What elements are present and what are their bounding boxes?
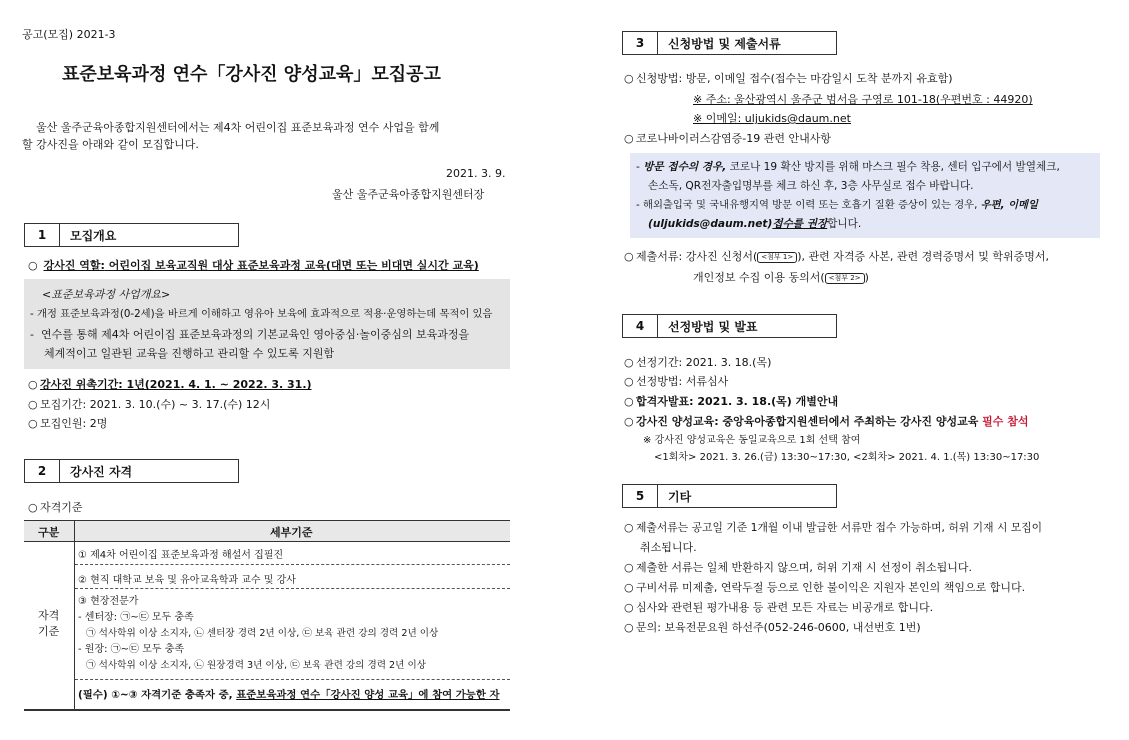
method-line: ○ 신청방법: 방문, 이메일 접수(접수는 마감일시 도착 분까지 유효함) <box>624 72 953 85</box>
etc-3: ○ 구비서류 미제출, 연락두절 등으로 인한 불이익은 지원자 본인의 책임으로 합니다. <box>624 581 1026 594</box>
overview-title: <표준보육과정 사업개요> <box>42 288 171 301</box>
section-title: 강사진 자격 <box>60 459 239 483</box>
etc-1a: ○ 제출서류는 공고일 기준 1개월 이내 발급한 서류만 접수 가능하며, 허위 기재 시 모집이 <box>624 521 1043 534</box>
email-line: ※ 이메일: uljukids@daum.net <box>693 112 851 125</box>
section-number: 2 <box>24 459 60 483</box>
docs-line-1: ○ 제출서류: 강사진 신청서( <첨부 1> ), 관련 자격증 사본, 관련 경력증명서 및 학위증명서, <box>624 250 1049 263</box>
notice-number: 공고(모집) 2021-3 <box>22 28 116 41</box>
address-line: ※ 주소: 울산광역시 울주군 범서읍 구영로 101-18(우편번호 : 44920) <box>693 93 1033 106</box>
period-line: ○ 모집기간: 2021. 3. 10.(수) ~ 3. 17.(수) 12시 <box>28 398 271 411</box>
selection-method: ○ 선정방법: 서류심사 <box>624 375 729 388</box>
role-line: ○ 강사진 역할: 어린이집 보육교직원 대상 표준보육과정 교육(대면 또는 비대면 실시간 교육) <box>28 259 479 272</box>
criteria-row-2: ② 현직 대학교 보육 및 유아교육학과 교수 및 강사 <box>78 575 296 586</box>
section-5-header <box>622 484 837 508</box>
selection-period: ○ 선정기간: 2021. 3. 18.(목) <box>624 356 772 369</box>
table-header-category: 구분 <box>38 526 60 539</box>
criteria-row-4: (필수) ①~③ 자격기준 충족자 중, 표준보육과정 연수「강사진 양성 교육」에 참여 가능한 자 <box>78 689 500 701</box>
covid-item-2a: - 해외출입국 및 국내유행지역 방문 이력 또는 호흡기 질환 증상이 있는 경우, 우편, 이메일 <box>636 199 1038 211</box>
attachment-2-tag: <첨부 2> <box>825 273 865 284</box>
training-schedule: <1회차> 2021. 3. 26.(금) 13:30~17:30, <2회차> 2021. 4. 1.(목) 13:30~17:30 <box>654 452 1040 463</box>
intro-line-1: 울산 울주군육아종합지원센터에서는 제4차 어린이집 표준보육과정 연수 사업을 함께 <box>36 121 440 134</box>
page-title: 표준보육과정 연수「강사진 양성교육」모집공고 <box>62 64 441 85</box>
announcement: ○ 합격자발표: 2021. 3. 18.(목) 개별안내 <box>624 395 839 408</box>
row-divider <box>75 679 510 681</box>
attachment-1-tag: <첨부 1> <box>757 252 797 263</box>
section-4-header <box>622 314 837 338</box>
training-line: ○ 강사진 양성교육: 중앙육아종합지원센터에서 주최하는 강사진 양성교육 필수 참석 <box>624 415 1029 428</box>
overview-item-1: - 개정 표준보육과정(0-2세)을 바르게 이해하고 영유아 보육에 효과적으로 적용·운영하는데 목적이 있음 <box>30 308 493 320</box>
row-divider <box>75 564 510 566</box>
section-2-header <box>24 459 239 483</box>
criteria-row-3: ③ 현장전문가 - 센터장: ㉠~㉢ 모두 충족 ㉠ 석사학위 이상 소지자, ㉡ 센터장 경력 2년 이상, ㉢ 보육 관련 강의 경력 2년 이상 - 원장: ㉠~㉢ 모두 충족 ㉠ 석사학위 이상 소지자, ㉡ 원장경력 3년 이상, ㉢ 보육 관련 강의 경력 2년 이상 <box>78 596 439 671</box>
section-1-header <box>24 223 239 247</box>
etc-2: ○ 제출한 서류는 일체 반환하지 않으며, 허위 기재 시 선정이 취소됩니다. <box>624 561 972 574</box>
covid-item-2b: (uljukids@daum.net)접수를 권장합니다. <box>648 218 862 230</box>
overview-item-2b: 체계적이고 일관된 교육을 진행하고 관리할 수 있도록 지원함 <box>44 347 335 360</box>
criteria-row-1: ① 제4차 어린이집 표준보육과정 해설서 집필진 <box>78 550 284 561</box>
training-note: ※ 강사진 양성교육은 동일교육으로 1회 선택 참여 <box>643 435 861 446</box>
bullet: ○ <box>28 259 38 272</box>
section-title: 선정방법 및 발표 <box>658 314 837 338</box>
overview-item-2a: - 연수를 통해 제4차 어린이집 표준보육과정의 기본교육인 영아중심·놀이중심의 보육과정을 <box>30 328 470 341</box>
criteria-table <box>24 520 510 711</box>
issuer: 울산 울주군육아종합지원센터장 <box>332 188 485 201</box>
etc-5-contact: ○ 문의: 보육전문요원 하선주(052-246-0600, 내선번호 1번) <box>624 621 921 634</box>
section-3-header <box>622 31 837 55</box>
etc-1b: 취소됩니다. <box>640 541 697 554</box>
notice-date: 2021. 3. 9. <box>446 167 506 180</box>
section-title: 모집개요 <box>60 223 239 247</box>
intro-line-2: 할 강사진을 아래와 같이 모집합니다. <box>22 138 199 151</box>
row-divider <box>75 588 510 590</box>
term-line: ○ 강사진 위촉기간: 1년(2021. 4. 1. ~ 2022. 3. 31.) <box>28 378 312 391</box>
section-number: 4 <box>622 314 658 338</box>
section-number: 3 <box>622 31 658 55</box>
section-title: 기타 <box>658 484 837 508</box>
docs-line-2: 개인정보 수집 이용 동의서( <첨부 2> ) <box>693 271 869 284</box>
criteria-label: ○ 자격기준 <box>28 501 83 514</box>
section-number: 1 <box>24 223 60 247</box>
covid-line: ○ 코로나바이러스감염증-19 관련 안내사항 <box>624 132 831 145</box>
etc-4: ○ 심사와 관련된 평가내용 등 관련 모든 자료는 비공개로 합니다. <box>624 601 934 614</box>
count-line: ○ 모집인원: 2명 <box>28 417 108 430</box>
covid-item-1a: - 방문 접수의 경우, 코로나 19 확산 방지를 위해 마스크 필수 착용, 센터 입구에서 발열체크, <box>636 161 1060 173</box>
section-title: 신청방법 및 제출서류 <box>658 31 837 55</box>
section-number: 5 <box>622 484 658 508</box>
table-header-detail: 세부기준 <box>270 526 313 539</box>
table-header-row <box>24 521 510 542</box>
covid-item-1b: 손소독, QR전자출입명부를 체크 하신 후, 3층 사무실로 접수 바랍니다. <box>648 180 974 192</box>
table-row-label: 자격 기준 <box>38 609 60 638</box>
